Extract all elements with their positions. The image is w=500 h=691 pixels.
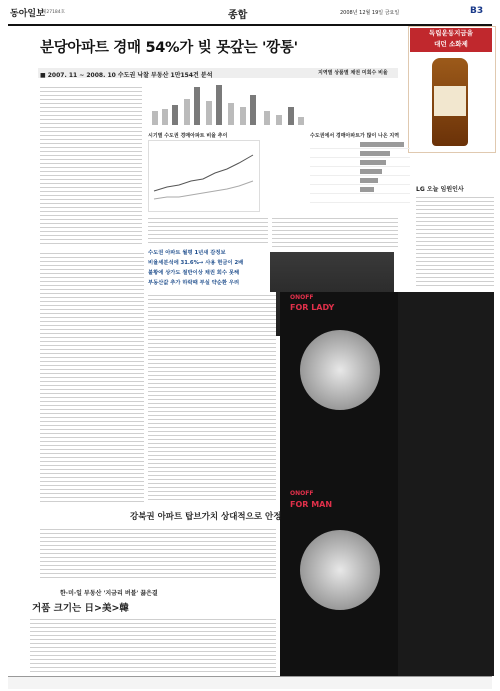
section-title: 종합 (228, 10, 248, 21)
article-text-col2b (148, 292, 276, 502)
line-chart-title: 시기별 수도권 경매아파트 비율 추이 (148, 133, 228, 139)
page-footer (8, 676, 492, 689)
newspaper-logo: 동아일보 (10, 9, 45, 19)
masthead (8, 4, 492, 26)
chart-title: 지역별 상품별 채권 미회수 비율 (318, 70, 388, 76)
section3-text (30, 616, 276, 672)
issue-number: 제27184호 (42, 10, 66, 15)
driver-head-image-1 (300, 330, 380, 410)
pull-quote (148, 248, 270, 288)
ad-headline-line2: 대던 소화제 (434, 40, 468, 48)
section3-kicker: 한·미·일 부동산 '지금리 버블' 끓은결 (60, 590, 158, 597)
line-chart-graphic (148, 140, 260, 212)
ranking-table (310, 140, 410, 212)
article-text-col1 (40, 84, 142, 244)
pull-quote-line-3: 불황에 상가도 절반이상 채권 회수 못해 (148, 270, 240, 276)
ad-for-man: FOR MAN (290, 500, 333, 509)
ad-brand-top: ONOFF (290, 294, 314, 301)
ad-brand-bottom: ONOFF (290, 490, 314, 497)
page-number: B3 (470, 6, 484, 16)
pull-quote-line-2: 비율세분석에 31.6%→ 사용 현금이 2배 (148, 260, 244, 266)
main-headline: 분당아파트 경매 54%가 빚 못갚는 '깡통' (40, 40, 298, 56)
pull-quote-line-1: 수도권 아파트 월평 1년새 감정보 (148, 250, 226, 256)
ad-headline-line1: 독립운동지금을 (429, 29, 473, 37)
article-text-col1b (40, 250, 144, 505)
section3-headline: 거품 크기는 日>美>韓 (32, 603, 129, 614)
chart2-title: 수도권에서 경매아파트가 많이 나온 지역 (310, 133, 400, 139)
article-text-col2 (148, 215, 268, 245)
section2-text (40, 526, 276, 578)
dateline: 2008년 12월 19일 금요일 (340, 10, 400, 16)
sidebar-text (416, 194, 494, 286)
pull-quote-line-4: 부동산값 추가 하락때 부실 약순환 우려 (148, 280, 240, 286)
ad-headline (410, 28, 492, 52)
ad-for-lady: FOR LADY (290, 303, 335, 312)
article-text-col3 (272, 215, 398, 249)
subline: ■ 2007. 11 ~ 2008. 10 수도권 낙찰 부동산 1만154건 분석 (40, 72, 213, 79)
bottle-label (434, 86, 466, 116)
golf-ad-right (398, 292, 494, 676)
bar-chart-graphic (148, 80, 308, 125)
section2-headline: 강북권 아파트 탑브가치 상대적으로 안정 (130, 512, 282, 522)
sidebar-title: LG 오늘 임원인사 (416, 186, 464, 193)
driver-head-image-2 (300, 530, 380, 610)
